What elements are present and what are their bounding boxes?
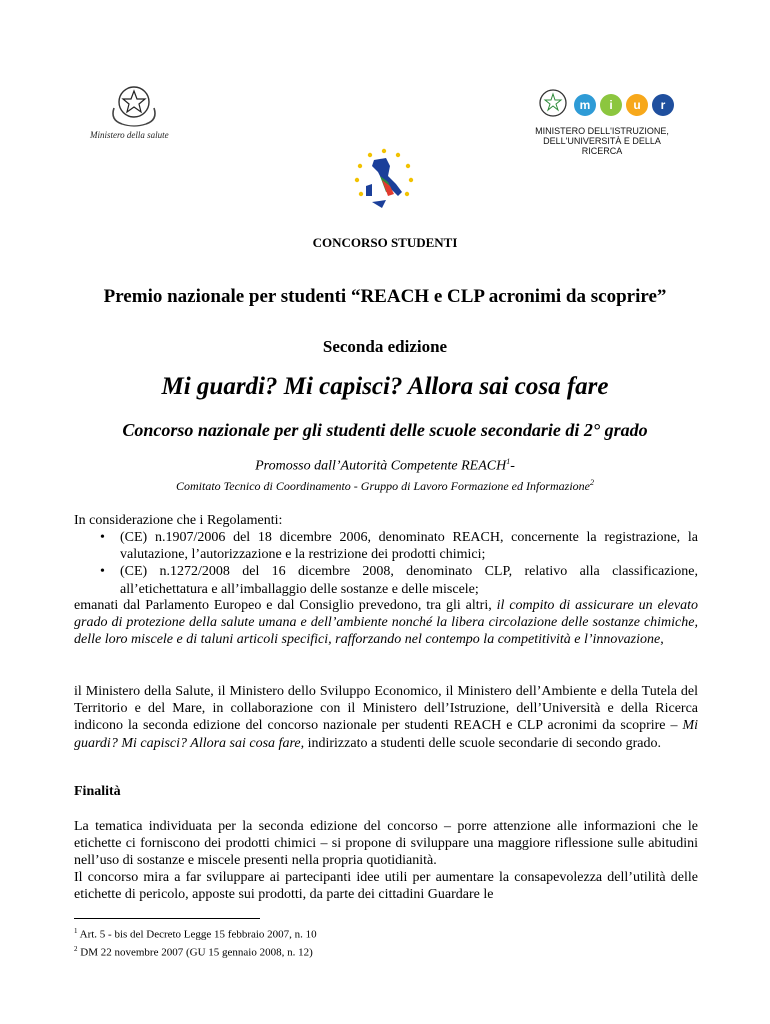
italy-eu-stars-icon	[352, 146, 416, 216]
ministries-paragraph	[74, 683, 698, 752]
committee-line	[0, 478, 770, 494]
subtitle-heading: Concorso nazionale per gli studenti delle scuole secondarie di 2° grado	[122, 420, 648, 440]
slogan-heading: Mi guardi? Mi capisci? Allora sai cosa fare	[161, 373, 609, 400]
promoted-tail: -	[510, 458, 515, 474]
emanati-end: ,	[660, 632, 664, 648]
committee-text: Comitato Tecnico di Coordinamento - Gruppo di Lavoro Formazione ed Informazione	[176, 479, 590, 493]
footnote-ref-1: 1	[506, 457, 511, 466]
miur-circles-icon	[572, 92, 676, 118]
finalita-paragraph-2: Il concorso mira a far sviluppare ai partecipanti idee utili per aumentare la consapevolezza dell’utilità delle etichette di pericolo, apposte sui prodotti, da parte dei cittadini Guardare le	[74, 870, 698, 903]
finalita-paragraph-1: La tematica individuata per la seconda edizione del concorso – porre attenzione alle informazioni che le etichette ci forniscono dei prodotti chimici – si propone di sviluppare una maggiore riflessione sulle abitudini nell’uso di sostanze e miscele presenti nella propria quotidianità.	[74, 819, 698, 869]
miur-name-line2: DELL'UNIVERSITÀ E DELLA RICERCA	[543, 136, 661, 156]
main-title: Premio nazionale per studenti “REACH e CLP acronimi da scoprire”	[103, 286, 667, 307]
footnote-1	[74, 924, 317, 942]
intro-paragraph: In considerazione che i Regolamenti:	[74, 513, 283, 528]
emanati-plain: emanati dal Parlamento Europeo e dal Consiglio prevedono, tra gli altri,	[74, 598, 497, 613]
svg-text:r: r	[660, 98, 666, 112]
promoted-line	[0, 457, 770, 475]
regulation-text: (CE) n.1272/2008 del 16 dicembre 2008, denominato CLP, relativo alla classificazione, all’etichettatura e all’imballaggio delle sostanze e delle miscele;	[120, 564, 698, 597]
svg-text:m: m	[579, 98, 591, 112]
svg-text:i: i	[609, 98, 613, 112]
footnote-ref-2: 2	[590, 478, 594, 487]
footnote-divider	[74, 918, 260, 919]
bullet-icon: •	[100, 564, 105, 580]
emanati-paragraph	[74, 597, 698, 649]
footnote-text: Art. 5 - bis del Decreto Legge 15 febbraio 2007, n. 10	[77, 928, 317, 941]
ministero-salute-caption: Ministero della salute	[90, 130, 169, 140]
miur-name-line1: MINISTERO DELL'ISTRUZIONE,	[535, 126, 669, 136]
regulation-text: (CE) n.1907/2006 del 18 dicembre 2006, denominato REACH, concernente la registrazione, la valutazione, l’autorizzazione e la restrizione dei prodotti chimici;	[120, 530, 698, 563]
finalita-heading: Finalità	[74, 784, 121, 799]
miur-emblem-icon	[536, 86, 570, 120]
emanati-italic: il compito di assicurare un elevato grado di protezione della salute umana e dell’ambiente nonché la libera circolazione delle sostanze chimiche, delle loro miscele e di taluni articoli specifici, rafforzando nel contempo la competitività e l’innovazione	[74, 598, 698, 648]
footnote-text: DM 22 novembre 2007 (GU 15 gennaio 2008, n. 12)	[77, 946, 313, 959]
ministries-text-a: il Ministero della Salute, il Ministero dello Sviluppo Economico, il Ministero dell’Ambiente e della Tutela del Territorio e del Mare, in collaborazione con il Ministero dell’Istruzione, dell’Università e della Ricerca indicono la seconda edizione del concorso nazionale per studenti REACH e CLP acronimi da scoprire –	[74, 684, 698, 734]
list-item	[74, 563, 698, 597]
promoted-text: Promosso dall’Autorità Competente REACH	[255, 458, 507, 474]
bullet-icon: •	[100, 530, 105, 545]
ministries-text-b: indirizzato a studenti delle scuole secondarie di secondo grado.	[304, 735, 661, 751]
ministries-italic: Mi guardi? Mi capisci? Allora sai cosa fare,	[74, 718, 698, 751]
edition-heading: Seconda edizione	[322, 337, 448, 356]
italy-eu-logo	[352, 146, 416, 216]
list-item	[74, 529, 698, 563]
svg-text:u: u	[633, 98, 641, 112]
footnote-2	[74, 942, 317, 960]
footnote-number: 1	[74, 927, 78, 935]
regulations-list	[74, 529, 698, 598]
footnotes	[74, 924, 317, 959]
contest-label: CONCORSO STUDENTI	[312, 235, 458, 250]
italian-emblem-icon	[104, 78, 164, 130]
footnote-number: 2	[74, 944, 78, 953]
miur-name	[522, 126, 682, 156]
ministero-salute-logo	[88, 78, 178, 148]
miur-logo	[522, 84, 682, 156]
